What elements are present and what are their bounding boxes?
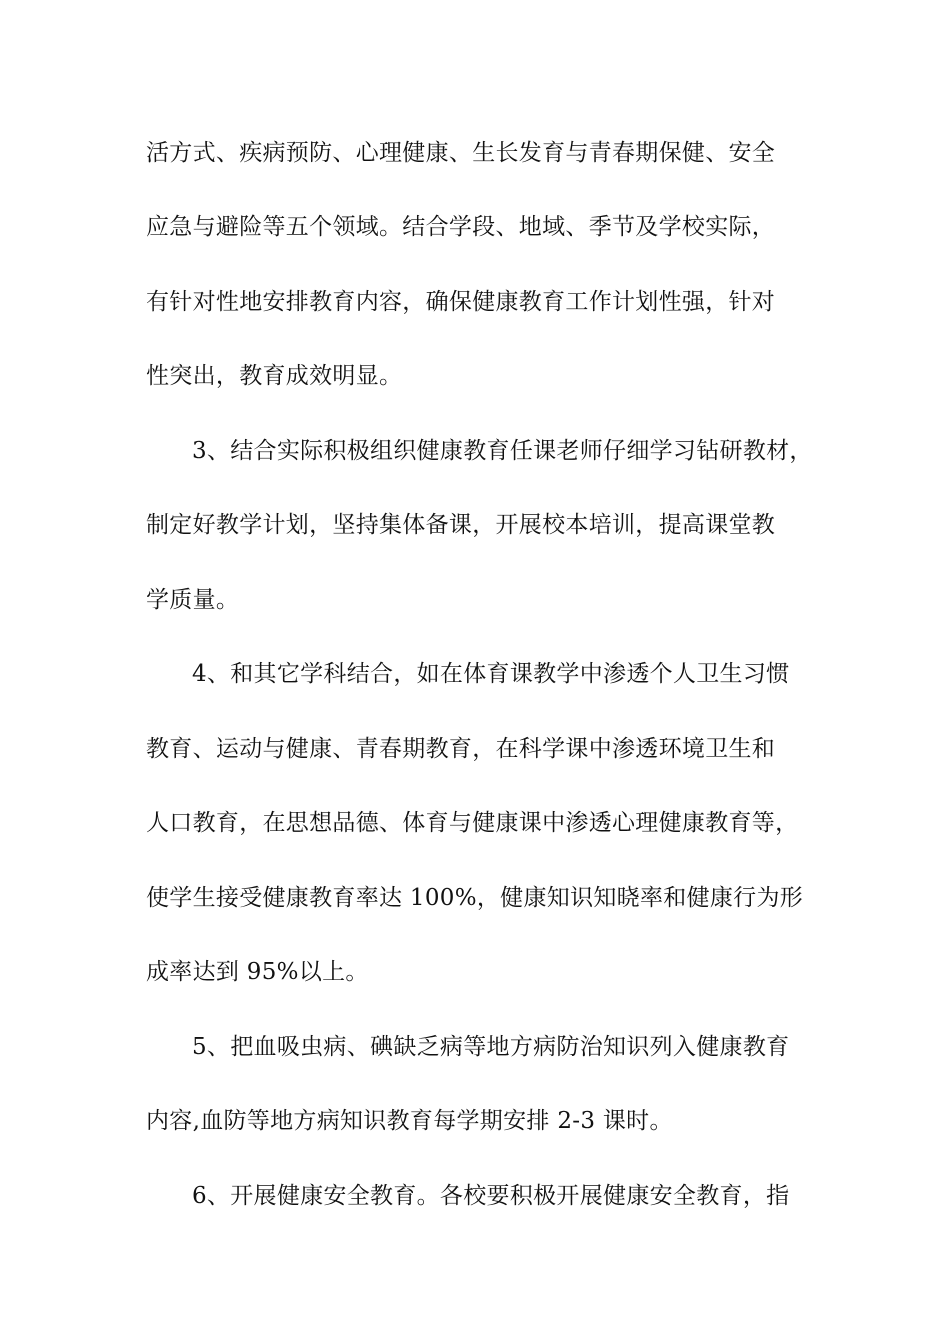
text-line-15: 6、开展健康安全教育。各校要积极开展健康安全教育，指 [192, 1183, 790, 1209]
text-line-6: 制定好教学计划，坚持集体备课，开展校本培训，提高课堂教 [146, 512, 776, 538]
text-line-11: 使学生接受健康教育率达 100%，健康知识知晓率和健康行为形 [146, 885, 804, 911]
text-line-5: 3、结合实际积极组织健康教育任课老师仔细学习钻研教材， [192, 438, 813, 464]
text-line-10: 人口教育，在思想品德、体育与健康课中渗透心理健康教育等， [146, 810, 799, 836]
text-line-9: 教育、运动与健康、青春期教育，在科学课中渗透环境卫生和 [146, 736, 776, 762]
text-line-13: 5、把血吸虫病、碘缺乏病等地方病防治知识列入健康教育 [192, 1034, 790, 1060]
text-line-8: 4、和其它学科结合，如在体育课教学中渗透个人卫生习惯 [192, 661, 790, 687]
text-line-7: 学质量。 [146, 587, 240, 613]
text-line-3: 有针对性地安排教育内容，确保健康教育工作计划性强，针对 [146, 289, 776, 315]
text-line-14: 内容,血防等地方病知识教育每学期安排 2-3 课时。 [146, 1108, 673, 1134]
text-line-4: 性突出，教育成效明显。 [146, 363, 403, 389]
text-line-1: 活方式、疾病预防、心理健康、生长发育与青春期保健、安全 [146, 140, 776, 166]
text-line-12: 成率达到 95%以上。 [146, 959, 369, 985]
text-line-2: 应急与避险等五个领域。结合学段、地域、季节及学校实际， [146, 214, 776, 240]
